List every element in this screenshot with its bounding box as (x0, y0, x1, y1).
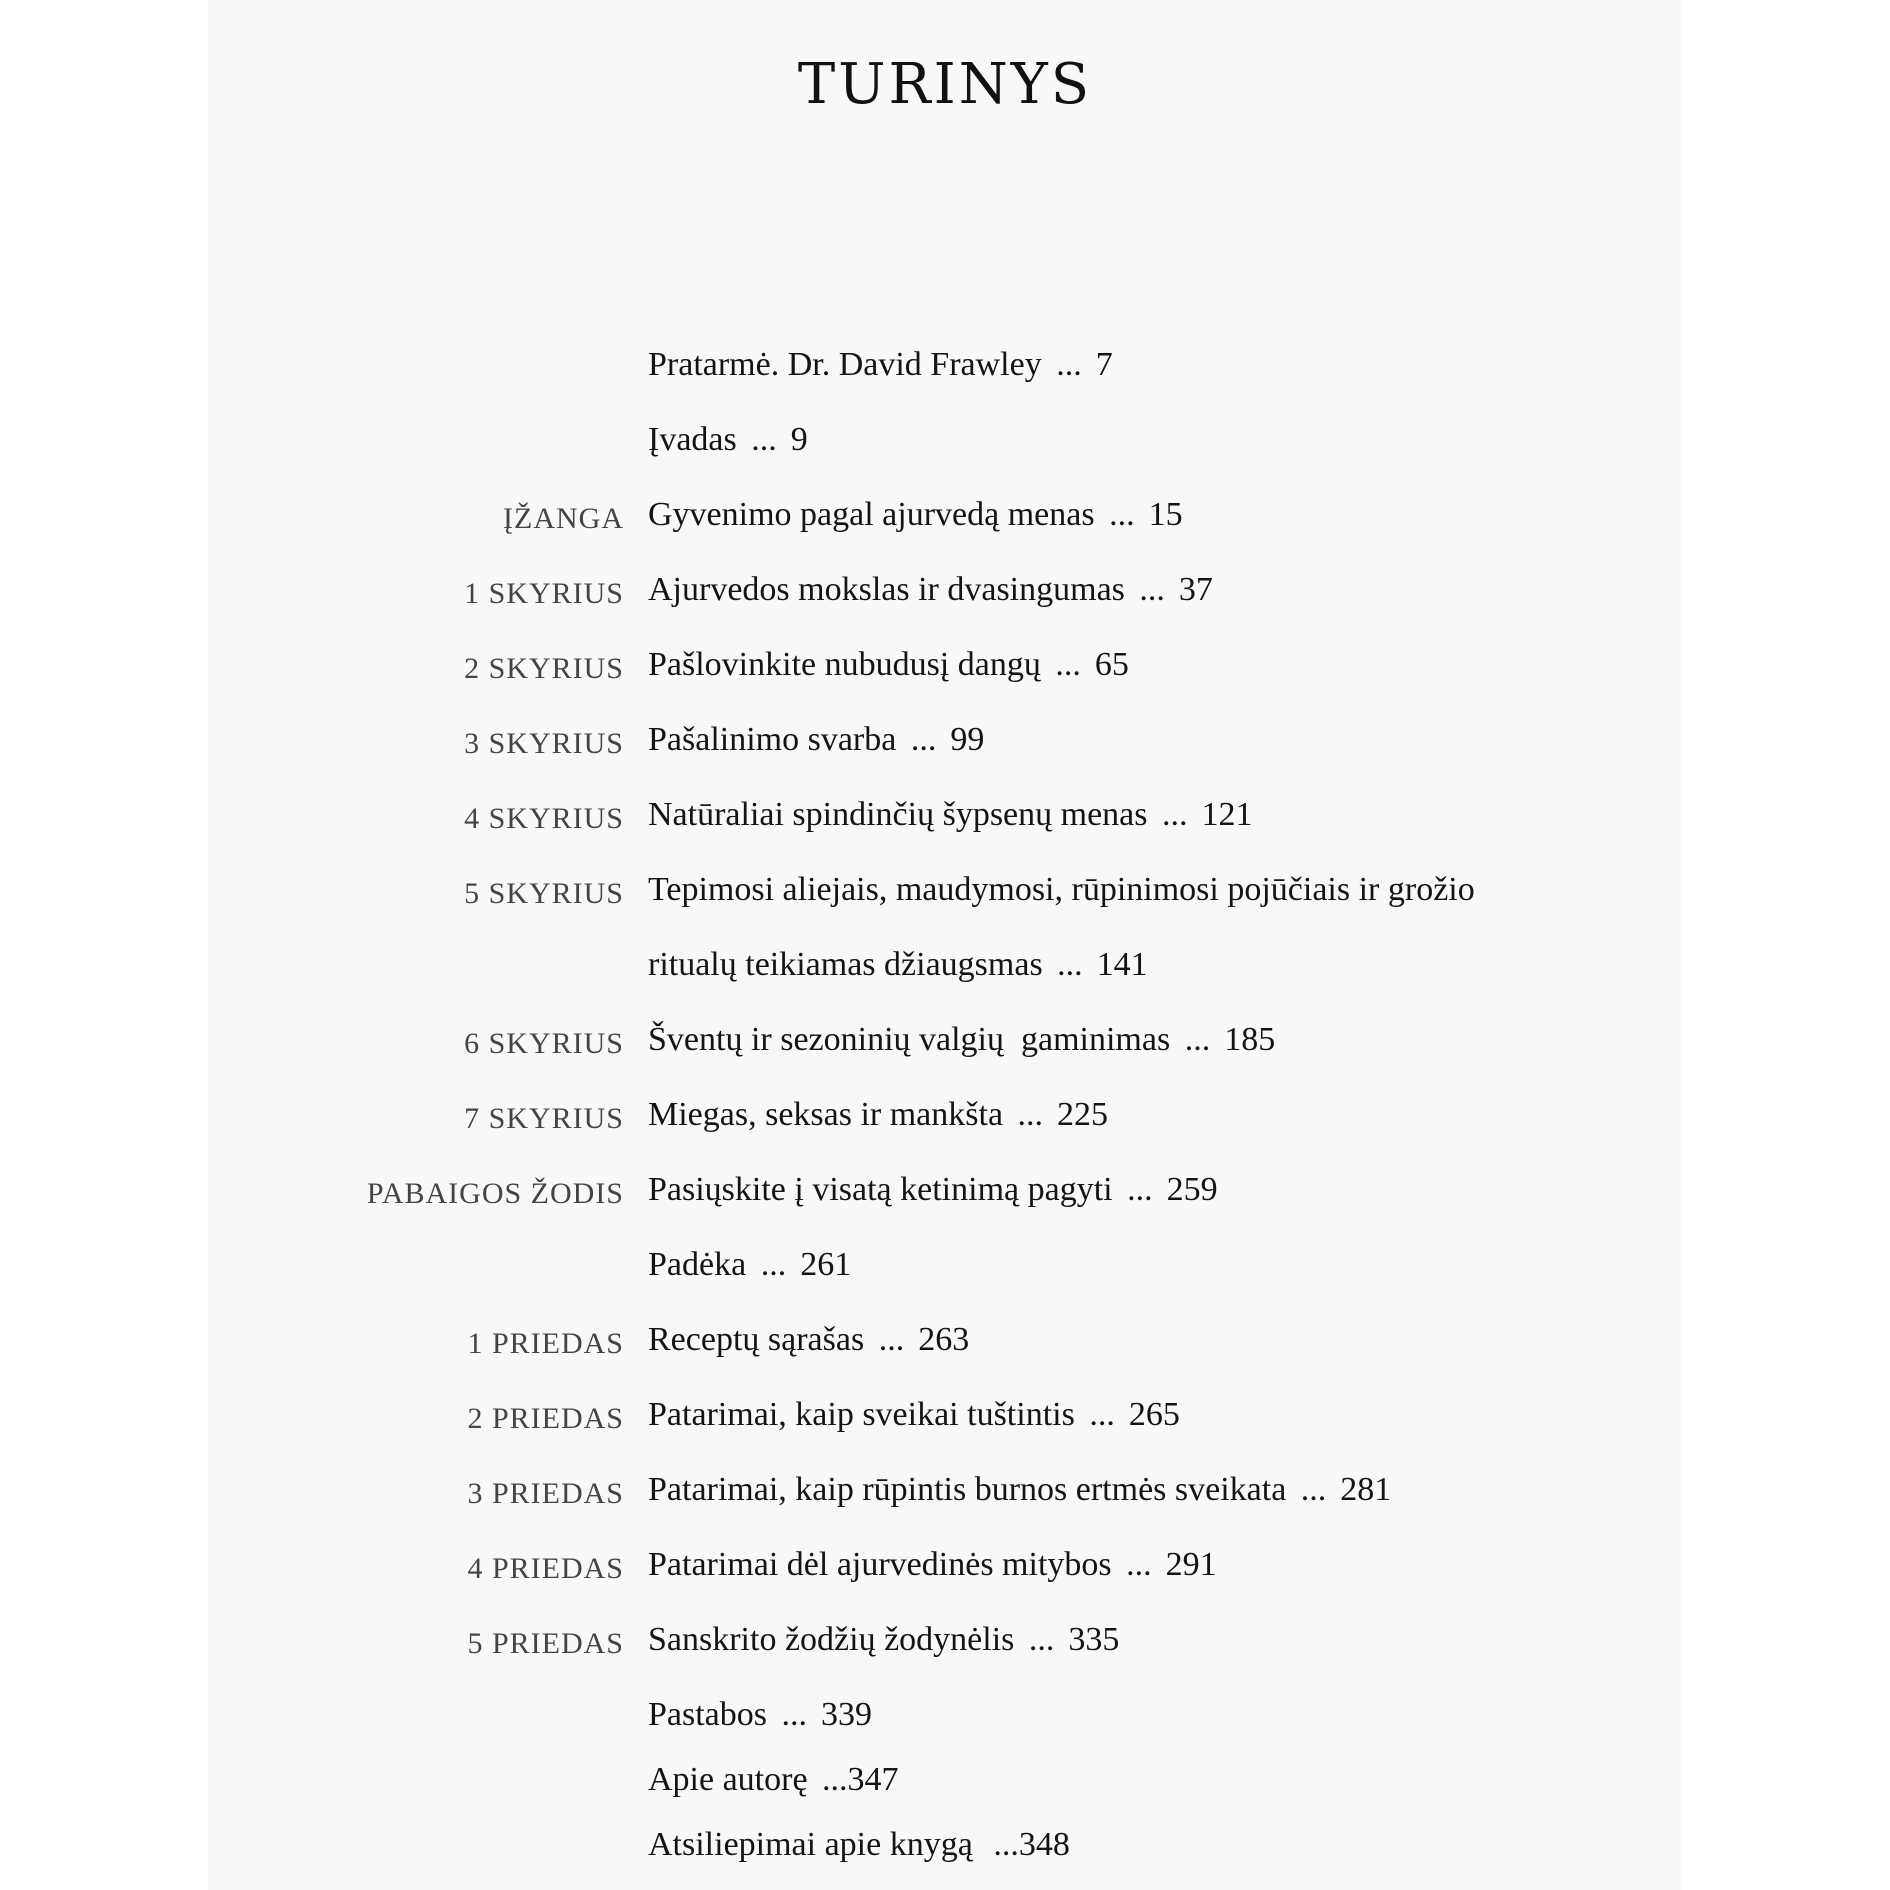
toc-row-text: Patarimai, kaip rūpintis burnos ertmės sveikata (648, 1471, 1287, 1508)
toc-row-leader: ... (1184, 1021, 1211, 1058)
toc-row-leader: ... (760, 1246, 787, 1283)
toc-row (208, 796, 1682, 840)
toc-row-label: 2 SKYRIUS (464, 652, 624, 685)
toc-row (208, 646, 1682, 690)
toc-row-page: 347 (847, 1761, 899, 1798)
toc-row-text: Ajurvedos mokslas ir dvasingumas (648, 571, 1125, 608)
toc-row-text: Tepimosi aliejais, maudymosi, rūpinimosi pojūčiais ir grožio (648, 871, 1475, 908)
toc-row-page: 339 (821, 1696, 872, 1733)
toc-row (208, 1396, 1682, 1440)
toc-row (208, 946, 1682, 990)
toc-row-entry (648, 1096, 1108, 1134)
book-page (208, 0, 1682, 1890)
toc-row-entry (648, 1171, 1218, 1209)
toc-row (208, 1021, 1682, 1065)
toc-row (208, 1826, 1682, 1870)
toc-row-entry (648, 571, 1213, 609)
toc-row-leader: ... (751, 421, 777, 458)
toc-row-page: 291 (1165, 1546, 1217, 1583)
toc-row (208, 871, 1682, 915)
toc-row-page: 7 (1095, 346, 1113, 383)
toc-row-page: 225 (1057, 1096, 1109, 1133)
toc-row (208, 421, 1682, 465)
toc-row-label: 3 PRIEDAS (467, 1477, 624, 1510)
toc-row-page: 65 (1094, 646, 1129, 683)
toc-row-text: Pašlovinkite nubudusį dangų (648, 646, 1041, 683)
toc-row-page: 261 (800, 1246, 852, 1283)
toc-row-entry (648, 1321, 969, 1359)
toc-row (208, 346, 1682, 390)
toc-row-text: Atsiliepimai apie knygą (648, 1826, 973, 1863)
toc-row-label: ĮŽANGA (503, 502, 624, 535)
toc-row-text: ritualų teikiamas džiaugsmas (648, 946, 1043, 983)
toc-row-entry (648, 1761, 899, 1799)
toc-row-page: 141 (1096, 946, 1148, 983)
toc-row-text: Patarimai, kaip sveikai tuštintis (648, 1396, 1075, 1433)
toc-row-label: 7 SKYRIUS (464, 1102, 624, 1135)
toc-row-text: Pastabos (648, 1696, 767, 1733)
toc-row-label: 6 SKYRIUS (464, 1027, 624, 1060)
toc-row-entry (648, 721, 984, 759)
toc-row-entry (648, 1021, 1275, 1059)
toc-row (208, 1321, 1682, 1365)
toc-row-leader: ... (1028, 1621, 1055, 1658)
toc-row-label: 3 SKYRIUS (464, 727, 624, 760)
toc-row-entry (648, 796, 1253, 834)
toc-row-entry (648, 1546, 1217, 1584)
toc-row-text: Pašalinimo svarba (648, 721, 897, 758)
toc-row-text: Natūraliai spindinčių šypsenų menas (648, 796, 1148, 833)
toc-row-text: Šventų ir sezoninių valgių gaminimas (648, 1021, 1171, 1058)
toc-row-text: Pasiųskite į visatą ketinimą pagyti (648, 1171, 1113, 1208)
toc-row-leader: ... (1089, 1396, 1115, 1433)
toc-row-text: Pratarmė. Dr. David Frawley (648, 346, 1042, 383)
toc-row-leader: ... (1300, 1471, 1327, 1508)
toc-row-entry (648, 346, 1113, 384)
toc-row-text: Receptų sąrašas (648, 1321, 865, 1358)
toc-row-leader: ... (910, 721, 937, 758)
toc-row (208, 721, 1682, 765)
page-title: TURINYS (797, 52, 1093, 117)
toc-row-leader: ... (1162, 796, 1188, 833)
toc-row-entry (648, 646, 1129, 684)
toc-row (208, 571, 1682, 615)
toc-row-text: Apie autorę (648, 1761, 808, 1798)
toc-row-text: Gyvenimo pagal ajurvedą menas (648, 496, 1095, 533)
toc-row-entry (648, 421, 808, 459)
toc-row-entry (648, 496, 1183, 534)
toc-row-entry (648, 1396, 1180, 1434)
toc-row-page: 121 (1201, 796, 1253, 833)
toc-row (208, 1246, 1682, 1290)
toc-row-leader: ... (1055, 646, 1081, 683)
toc-row (208, 1696, 1682, 1740)
toc-row-label: PABAIGOS ŽODIS (366, 1177, 624, 1210)
toc-row-page: 15 (1148, 496, 1183, 533)
toc-row-leader: ... (1017, 1096, 1044, 1133)
toc-row-entry (648, 1246, 851, 1284)
toc-row-page: 281 (1340, 1471, 1392, 1508)
toc-row-leader: ... (822, 1761, 848, 1798)
toc-row-leader: ... (993, 1826, 1019, 1863)
toc-row-page: 265 (1128, 1396, 1180, 1433)
toc-row-page: 259 (1166, 1171, 1218, 1208)
toc-row-label: 1 PRIEDAS (467, 1327, 624, 1360)
toc-row-text: Sanskrito žodžių žodynėlis (648, 1621, 1015, 1658)
toc-row-leader: ... (781, 1696, 807, 1733)
toc-row-label: 4 PRIEDAS (467, 1552, 624, 1585)
toc-row (208, 496, 1682, 540)
toc-row-leader: ... (1109, 496, 1135, 533)
toc-row (208, 1096, 1682, 1140)
toc-row-page: 185 (1224, 1021, 1276, 1058)
toc-row-page: 348 (1018, 1826, 1070, 1863)
toc-row-page: 99 (950, 721, 985, 758)
toc-row (208, 1471, 1682, 1515)
toc-row-label: 5 SKYRIUS (464, 877, 624, 910)
toc-row-leader: ... (1127, 1171, 1153, 1208)
toc-row-text: Patarimai dėl ajurvedinės mitybos (648, 1546, 1112, 1583)
toc-row-label: 2 PRIEDAS (467, 1402, 624, 1435)
toc-row (208, 1761, 1682, 1805)
toc-row-entry (648, 1696, 872, 1734)
toc-row-page: 9 (790, 421, 808, 458)
toc-row-label: 5 PRIEDAS (467, 1627, 624, 1660)
toc-row (208, 1546, 1682, 1590)
toc-row-leader: ... (1126, 1546, 1152, 1583)
toc-row-page: 37 (1178, 571, 1213, 608)
toc-row-leader: ... (878, 1321, 905, 1358)
toc-row-leader: ... (1057, 946, 1083, 983)
toc-row (208, 1621, 1682, 1665)
toc-row-label: 4 SKYRIUS (464, 802, 624, 835)
toc-row-entry (648, 946, 1148, 984)
toc-row-leader: ... (1139, 571, 1165, 608)
toc-row-text: Padėka (648, 1246, 747, 1283)
toc-row (208, 1171, 1682, 1215)
toc-row-entry (648, 1471, 1391, 1509)
toc-row-page: 263 (918, 1321, 970, 1358)
toc-row-entry (648, 1621, 1119, 1659)
toc-row-entry (648, 1826, 1070, 1864)
toc-row-leader: ... (1056, 346, 1082, 383)
toc-row-label: 1 SKYRIUS (464, 577, 624, 610)
toc-row-entry (648, 871, 1475, 909)
toc-row-text: Miegas, seksas ir mankšta (648, 1096, 1004, 1133)
toc-row-page: 335 (1068, 1621, 1120, 1658)
toc-row-text: Įvadas (648, 421, 737, 458)
